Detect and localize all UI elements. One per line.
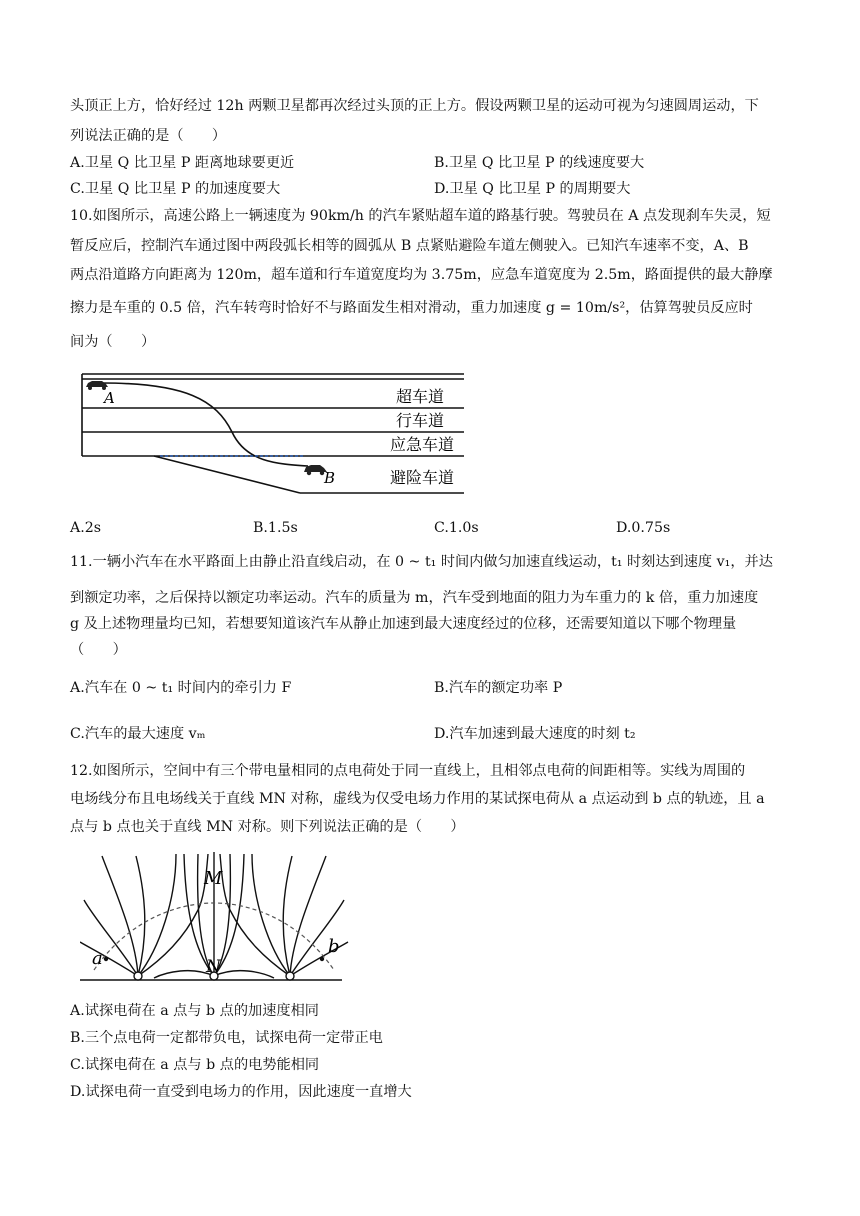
electric-field-figure — [80, 848, 350, 988]
car-trajectory — [102, 383, 308, 466]
q10-option-a: A.2s — [70, 520, 102, 536]
field-line — [154, 971, 214, 978]
field-line — [80, 942, 138, 976]
q12-option-b: B.三个点电荷一定都带负电，试探电荷一定带正电 — [70, 1030, 383, 1046]
q11-stem-line4: （ ） — [70, 642, 127, 658]
q12-option-d: D.试探电荷一直受到电场力的作用，因此速度一直增大 — [70, 1084, 412, 1100]
q11-stem-line1: 11.一辆小汽车在水平路面上由静止沿直线启动，在 0 ~ t₁ 时间内做匀加速直线运动，t₁ 时刻达到速度 v₁，并达 — [70, 554, 773, 570]
q10-option-c: C.1.0s — [434, 520, 479, 536]
point-charge-left — [134, 972, 142, 980]
point-a-label: A — [104, 389, 115, 407]
q12-option-c: C.试探电荷在 a 点与 b 点的电势能相同 — [70, 1057, 320, 1073]
field-line — [138, 854, 176, 976]
field-line — [252, 854, 290, 976]
q11-stem-line2: 到额定功率，之后保持以额定功率运动。汽车的质量为 m，汽车受到地面的阻力为车重力的 k 倍，重力加速度 — [70, 590, 759, 606]
field-line — [136, 856, 145, 976]
q9-option-b: B.卫星 Q 比卫星 P 的线速度要大 — [434, 155, 645, 171]
q12-stem-line2: 电场线分布且电场线关于直线 MN 对称，虚线为仅受电场力作用的某试探电荷从 a 点运动到 b 点的轨迹，且 a — [70, 791, 765, 807]
q10-stem-line3: 两点沿道路方向距离为 120m，超车道和行车道宽度均为 3.75m，应急车道宽度为 2.5m，路面提供的最大静摩 — [70, 267, 773, 283]
q10-stem-line1: 10.如图所示，高速公路上一辆速度为 90km/h 的汽车紧贴超车道的路基行驶。驾驶员在 A 点发现刹车失灵，短 — [70, 208, 771, 224]
q11-stem-line3: g 及上述物理量均已知，若想要知道该汽车从静止加速到最大速度经过的位移，还需要知道以下哪个物理量 — [70, 616, 737, 632]
q10-option-b: B.1.5s — [253, 520, 298, 536]
label-n: N — [206, 957, 221, 977]
label-a: a — [92, 948, 103, 969]
q9-option-d: D.卫星 Q 比卫星 P 的周期要大 — [434, 181, 631, 197]
q9-option-a: A.卫星 Q 比卫星 P 距离地球要更近 — [70, 155, 295, 171]
q12-option-a: A.试探电荷在 a 点与 b 点的加速度相同 — [70, 1003, 319, 1019]
q10-stem-line2: 暂反应后，控制汽车通过图中两段弧长相等的圆弧从 B 点紧贴避险车道左侧驶入。已知汽车速率不变，A、B — [70, 238, 749, 254]
field-line — [214, 971, 274, 978]
q9-stem-line2: 列说法正确的是（ ） — [70, 128, 227, 144]
lane-label-emergency: 应急车道 — [390, 435, 455, 454]
q12-stem-line1: 12.如图所示，空间中有三个带电量相同的点电荷处于同一直线上，且相邻点电荷的间距相等。实线为周围的 — [70, 763, 746, 779]
escape-lane-diagonal — [154, 456, 300, 493]
q10-stem-line5: 间为（ ） — [70, 334, 156, 350]
q12-stem-line3: 点与 b 点也关于直线 MN 对称。则下列说法正确的是（ ） — [70, 819, 465, 835]
point-a-dot — [104, 957, 108, 961]
lane-label-escape: 避险车道 — [390, 468, 455, 487]
q11-option-d: D.汽车加速到最大速度的时刻 t₂ — [434, 726, 636, 742]
q10-stem-line4: 擦力是车重的 0.5 倍，汽车转弯时恰好不与路面发生相对滑动，重力加速度 g = 10m/s²，估算驾驶员反应时 — [70, 300, 753, 316]
field-line — [283, 856, 292, 976]
label-m: M — [204, 868, 223, 889]
label-b: b — [328, 936, 340, 957]
lane-label-overtaking: 超车道 — [396, 387, 445, 406]
point-b-label: B — [324, 469, 336, 487]
q11-option-c: C.汽车的最大速度 vₘ — [70, 726, 206, 742]
point-b-dot — [320, 957, 324, 961]
q11-option-a: A.汽车在 0 ~ t₁ 时间内的牵引力 F — [70, 680, 292, 696]
highway-lane-figure — [76, 370, 468, 502]
point-charge-right — [286, 972, 294, 980]
q11-option-b: B.汽车的额定功率 P — [434, 680, 563, 696]
q9-stem-line1: 头顶正上方，恰好经过 12h 两颗卫星都再次经过头顶的正上方。假设两颗卫星的运动可视为匀速圆周运动，下 — [70, 98, 759, 114]
q10-option-d: D.0.75s — [616, 520, 671, 536]
lane-label-driving: 行车道 — [396, 411, 445, 430]
q9-option-c: C.卫星 Q 比卫星 P 的加速度要大 — [70, 181, 281, 197]
